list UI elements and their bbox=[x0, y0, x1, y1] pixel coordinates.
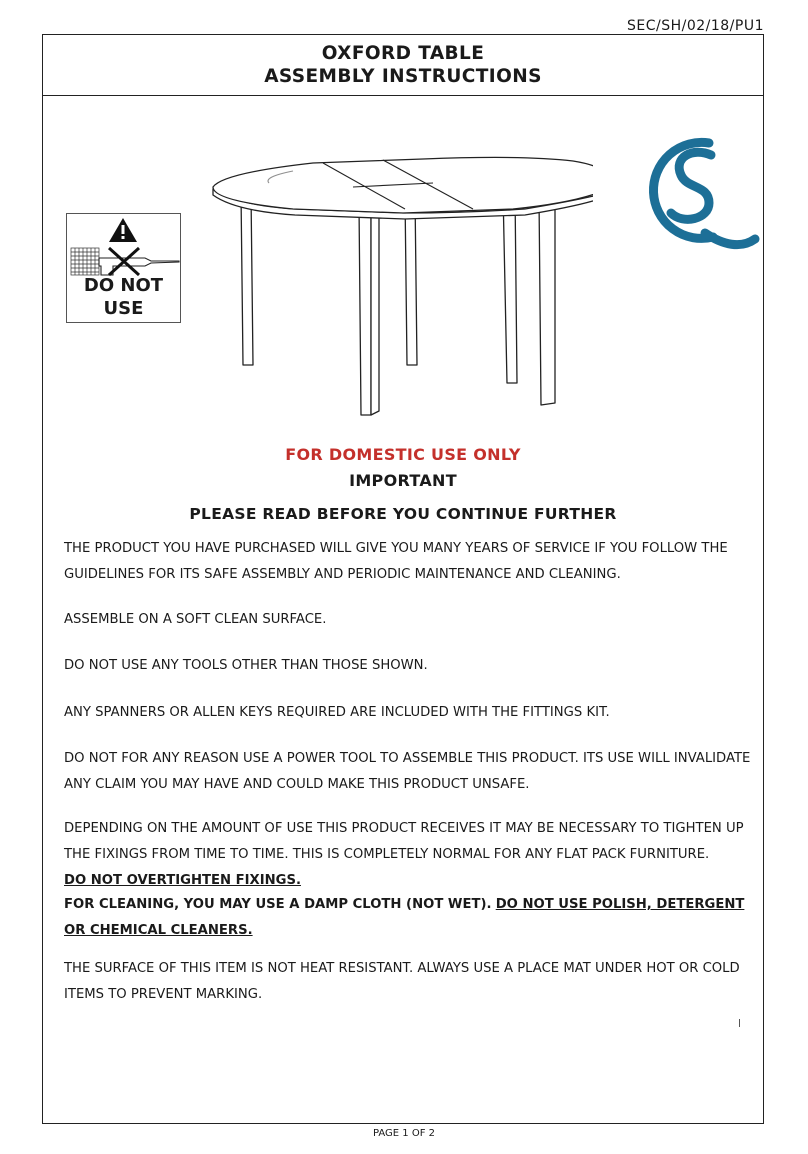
tighten-text: DEPENDING ON THE AMOUNT OF USE THIS PRODUCT RECEIVES IT MAY BE NECESSARY TO TIGHTEN UP THE FIXINGS FROM TIME TO TIME. THIS IS COMPLETELY NORMAL FOR ANY FLAT PACK FURNITURE. bbox=[64, 821, 744, 862]
intro-paragraph: THE PRODUCT YOU HAVE PURCHASED WILL GIVE YOU MANY YEARS OF SERVICE IF YOU FOLLOW THE GUIDELINES FOR ITS SAFE ASSEMBLY AND PERIODIC MAINTENANCE AND CLEANING. bbox=[64, 541, 728, 582]
do-not-use-line-1: DO NOT bbox=[83, 275, 164, 296]
cleaning-paragraph bbox=[64, 892, 764, 944]
cleaning-instruction: FOR CLEANING, YOU MAY USE A DAMP CLOTH (NOT WET). bbox=[64, 897, 492, 912]
page-number: PAGE 1 OF 2 bbox=[372, 1128, 435, 1139]
domestic-use-heading: FOR DOMESTIC USE ONLY bbox=[285, 445, 521, 464]
brand-logo-icon bbox=[613, 121, 763, 261]
tighten-paragraph bbox=[64, 816, 764, 894]
do-not-use-line-2: USE bbox=[103, 298, 144, 319]
power-tool-warning bbox=[66, 213, 181, 323]
title-line-2: ASSEMBLY INSTRUCTIONS bbox=[264, 66, 542, 87]
oxford-table-illustration bbox=[173, 133, 593, 423]
title-line-1: OXFORD TABLE bbox=[321, 43, 485, 64]
do-not-use-label bbox=[67, 274, 180, 320]
heat-resistance-paragraph: THE SURFACE OF THIS ITEM IS NOT HEAT RESISTANT. ALWAYS USE A PLACE MAT UNDER HOT OR COLD ITEMS TO PREVENT MARKING. bbox=[64, 961, 740, 1002]
power-tool-paragraph: DO NOT FOR ANY REASON USE A POWER TOOL TO ASSEMBLE THIS PRODUCT. ITS USE WILL INVALIDATE ANY CLAIM YOU MAY HAVE AND COULD MAKE THIS PRODUCT UNSAFE. bbox=[64, 751, 751, 792]
page-frame bbox=[42, 34, 764, 1124]
title-block bbox=[43, 35, 763, 96]
soft-surface-paragraph: ASSEMBLE ON A SOFT CLEAN SURFACE. bbox=[64, 612, 327, 627]
important-heading: IMPORTANT bbox=[349, 471, 457, 490]
read-first-heading: PLEASE READ BEFORE YOU CONTINUE FURTHER bbox=[189, 505, 617, 523]
document-reference: SEC/SH/02/18/PU1 bbox=[626, 18, 764, 34]
tools-paragraph: DO NOT USE ANY TOOLS OTHER THAN THOSE SHOWN. bbox=[64, 658, 428, 673]
spanners-paragraph: ANY SPANNERS OR ALLEN KEYS REQUIRED ARE INCLUDED WITH THE FITTINGS KIT. bbox=[64, 705, 610, 720]
cleaning-warning: DO NOT USE POLISH, DETERGENT OR CHEMICAL CLEANERS. bbox=[64, 897, 745, 938]
power-tool-warning-icon bbox=[67, 214, 180, 276]
overtighten-warning: DO NOT OVERTIGHTEN FIXINGS. bbox=[64, 873, 301, 888]
margin-mark bbox=[739, 1019, 740, 1027]
